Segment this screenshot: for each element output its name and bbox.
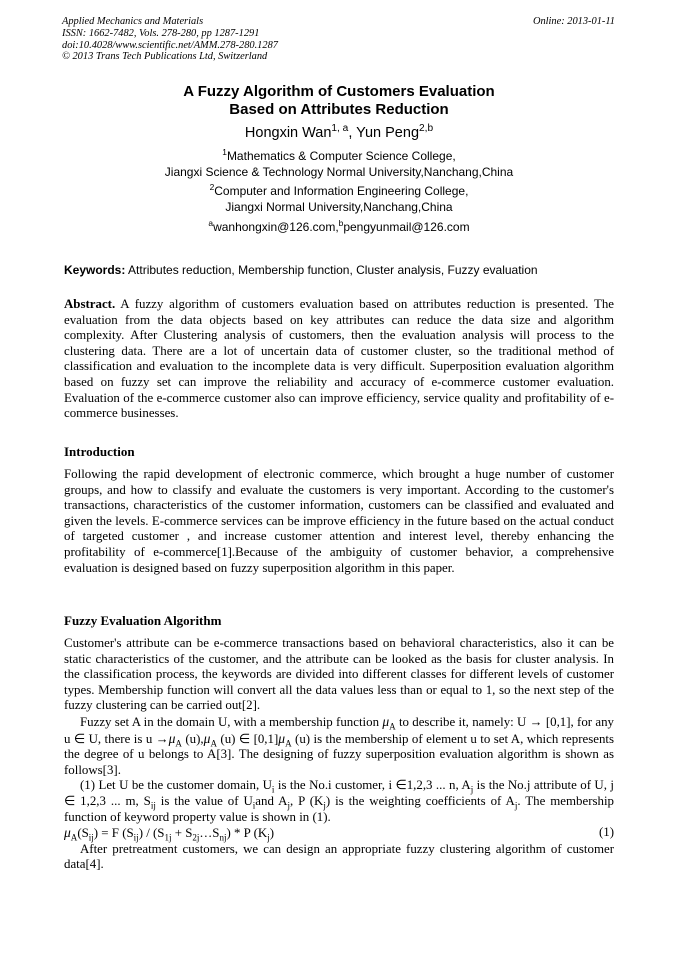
- email-a-marker: a: [208, 218, 214, 228]
- fuzzy-paragraph-1: Customer's attribute can be e-commerce transactions based on behavioral characteristics, also it can be static characteristics of the customer, and the attribute can be looked as the basis for cluster analysis. In the classification process, the keywords are divided into different classes for different levels of customer types. Membership function will convert all the data values less than or equal to 1, so the next step of the fuzzy clustering can be carried out[2].: [64, 636, 614, 713]
- email-b: pengyunmail@126.com: [343, 220, 470, 234]
- author-1: Hongxin Wan: [244, 125, 332, 141]
- keywords-text: Attributes reduction, Membership function, Cluster analysis, Fuzzy evaluation: [125, 263, 538, 277]
- author-2: Yun Peng: [356, 125, 420, 141]
- fuzzy-paragraph-3: (1) Let U be the customer domain, $U_i$ is the No.i customer, i ∈1,2,3 ... n, $A_j$ is the No.j attribute of U, j ∈ 1,2,3 ... m, $S_{ij}$ is the value of $U_iand$ $A_j$, P $(K_j)$ is the weighting coefficients of $A_j$. The membership function of keyword property value is shown in (1).: [64, 778, 614, 824]
- issn-line: ISSN: 1662-7482, Vols. 278-280, pp 1287-1291: [62, 27, 260, 39]
- email-b-marker: b: [338, 218, 344, 228]
- affil-1-marker: 1: [222, 147, 227, 157]
- abstract-label: Abstract.: [64, 297, 116, 311]
- title-line-1: A Fuzzy Algorithm of Customers Evaluation: [183, 83, 495, 100]
- fuzzy-paragraph-2: Fuzzy set A in the domain U, with a membership function $\mu_A$ to describe it, namely: U → [0,1], for any u ∈ U, there is $u \to\mu_A$ $(u),\mu_A$ (u) ∈ $[0,1]\mu_A$ (u) is the membership of element u to set A, which represents the degree of u belongs to A[3]. The designing of fuzzy superposition evaluation algorithm is shown as follows[3].: [64, 713, 614, 777]
- equation-number: (1): [598, 825, 614, 840]
- author-separator: ,: [348, 125, 357, 141]
- fuzzy-heading: Fuzzy Evaluation Algorithm: [64, 613, 222, 628]
- keywords-label: Keywords:: [64, 263, 126, 277]
- affil-1-line-2: Jiangxi Science & Technology Normal University,Nanchang,China: [164, 164, 514, 179]
- affiliation-1: [0, 149, 678, 180]
- email-line: [0, 220, 678, 236]
- introduction-heading: Introduction: [64, 444, 135, 459]
- introduction-text: Following the rapid development of electronic commerce, which brought a huge number of customer groups, and how to classify and evaluate the customers is very important. According to the customer's transactions, characteristics of the customer information, customers can be classified and evaluated and given the levels. E-commerce services can be improve efficiency in the future based on the actual conduct of targeted customer , and increase customer attention and interest level, thereby enhancing the profitability of e-commerce[1].Because of the ambiguity of customer behavior, a comprehensive evaluation is designed based on fuzzy superposition algorithm in this paper.: [64, 467, 614, 575]
- author-2-affil: 2,b: [419, 123, 434, 135]
- paper-title: [0, 83, 678, 119]
- journal-header: [62, 16, 278, 63]
- online-date: Online: 2013-01-11: [532, 16, 615, 27]
- affil-2-line-2: Jiangxi Normal University,Nanchang,China: [225, 199, 453, 214]
- author-1-affil: 1, a: [331, 123, 349, 135]
- affiliation-2: [0, 184, 678, 215]
- doi-line: doi:10.4028/www.scientific.net/AMM.278-280.1287: [62, 39, 278, 51]
- affil-2-line-1: Computer and Information Engineering College,: [214, 184, 469, 198]
- abstract: [64, 297, 614, 422]
- abstract-text: A fuzzy algorithm of customers evaluation based on attributes reduction is presented. The evaluation from the data objects based on key attributes can reduce the data size and algorithm complexity. After Clustering analysis of customers, then the evaluation analysis will process to the clustering data. There are a lot of uncertain data of customer cluster, so the traditional method of classification and evaluation to the incomplete data is very difficult. Superposition evaluation algorithm based on fuzzy set can improve the reliability and accuracy of e-commerce customer evaluation. Evaluation of the e-commerce customer also can improve efficiency, service quality and profitability of e-commerce businesses.: [64, 297, 614, 421]
- mu-symbol: μ: [382, 713, 390, 729]
- affil-1-line-1: Mathematics & Computer Science College,: [226, 149, 456, 163]
- keywords: [64, 263, 538, 278]
- introduction-body: [64, 467, 614, 576]
- copyright-line: © 2013 Trans Tech Publications Ltd, Switzerland: [62, 51, 268, 63]
- fuzzy-body: [64, 636, 614, 873]
- email-a: wanhongxin@126.com,: [213, 220, 339, 234]
- journal-name: Applied Mechanics and Materials: [62, 16, 204, 27]
- equation-body: $\mu_A(S_{ij}) = F$ $(S_{ij}) / (S_{1j}$ + $S_{2j}\dots S_{nj}$) * P $(K_j)$: [64, 825, 274, 843]
- author-list: [0, 124, 678, 142]
- fuzzy-paragraph-4: After pretreatment customers, we can design an appropriate fuzzy clustering algorithm of customer data[4].: [64, 841, 614, 872]
- affil-2-marker: 2: [209, 182, 215, 192]
- equation-1: [64, 825, 614, 842]
- title-line-2: Based on Attributes Reduction: [229, 101, 449, 118]
